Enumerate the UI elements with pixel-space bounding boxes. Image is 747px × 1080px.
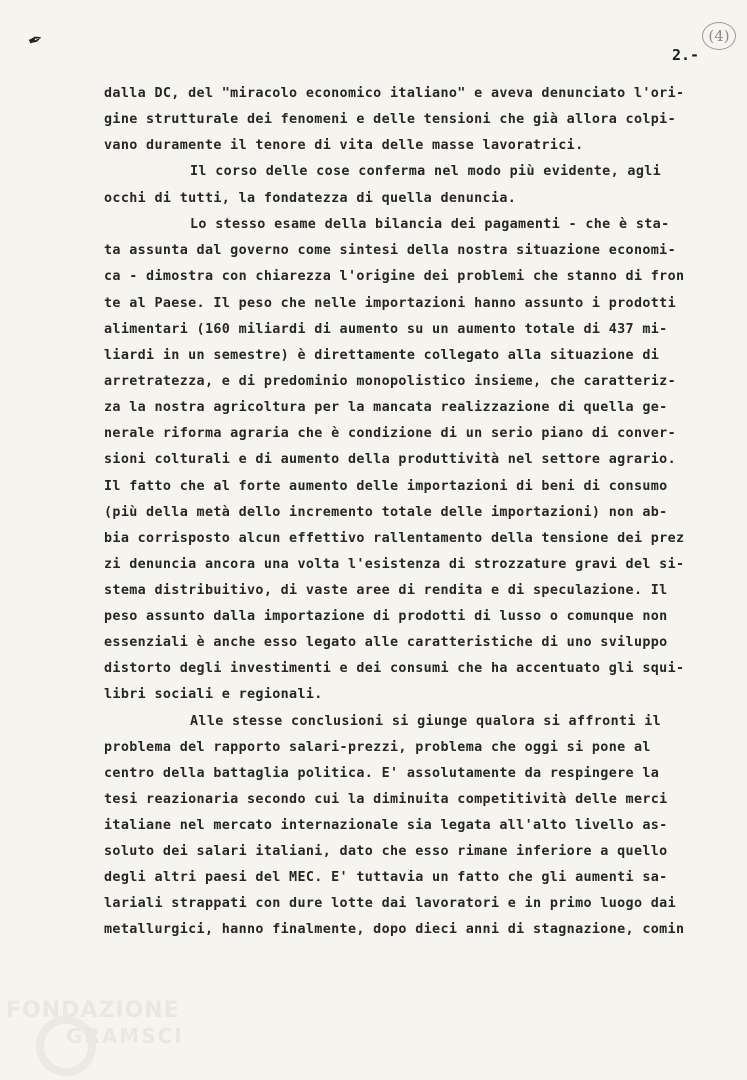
watermark-line2: GRAMSCI [66, 1024, 184, 1048]
text-line: te al Paese. Il peso che nelle importazioni hanno assunto i prodotti [104, 296, 677, 311]
text-line: centro della battaglia politica. E' assolutamente da respingere la [104, 766, 660, 781]
text-line: dalla DC, del "miracolo economico italiano" e aveva denunciato l'ori- [104, 86, 685, 101]
fondazione-gramsci-watermark [6, 998, 186, 1078]
text-line: degli altri paesi del MEC. E' tuttavia un fatto che gli aumenti sa- [104, 870, 668, 885]
text-line: occhi di tutti, la fondatezza di quella denuncia. [104, 191, 517, 206]
text-line: (più della metà dello incremento totale delle importazioni) non ab- [104, 505, 668, 520]
text-line: italiane nel mercato internazionale sia legata all'alto livello as- [104, 818, 668, 833]
text-line: distorto degli investimenti e dei consumi che ha accentuato gli squi- [104, 661, 685, 676]
text-line: tesi reazionaria secondo cui la diminuita competitività delle merci [104, 792, 668, 807]
text-line: Alle stesse conclusioni si giunge qualora si affronti il [190, 714, 662, 729]
text-line: sioni colturali e di aumento della produttività nel settore agrario. [104, 452, 677, 467]
text-line: vano duramente il tenore di vita delle masse lavoratrici. [104, 138, 584, 153]
text-line: libri sociali e regionali. [104, 687, 323, 702]
text-line: arretratezza, e di predominio monopolistico insieme, che caratteriz- [104, 374, 677, 389]
text-line: Il corso delle cose conferma nel modo più evidente, agli [190, 164, 662, 179]
watermark-line1: FONDAZIONE [6, 998, 180, 1023]
text-line: bia corrisposto alcun effettivo rallentamento della tensione dei prez [104, 531, 685, 546]
text-line: liardi in un semestre) è direttamente collegato alla situazione di [104, 348, 660, 363]
text-line: metallurgici, hanno finalmente, dopo dieci anni di stagnazione, comin [104, 922, 685, 937]
text-line: stema distribuitivo, di vaste aree di rendita e di speculazione. Il [104, 583, 668, 598]
margin-mark-icon: ✒ [24, 28, 47, 53]
text-line: Lo stesso esame della bilancia dei pagamenti - che è sta- [190, 217, 670, 232]
text-line: soluto dei salari italiani, dato che esso rimane inferiore a quello [104, 844, 668, 859]
text-line: gine strutturale dei fenomeni e delle tensioni che già allora colpi- [104, 112, 677, 127]
text-line: essenziali è anche esso legato alle caratteristiche di uno sviluppo [104, 635, 668, 650]
text-line: nerale riforma agraria che è condizione di un serio piano di conver- [104, 426, 677, 441]
text-line: ca - dimostra con chiarezza l'origine dei problemi che stanno di fron [104, 269, 685, 284]
handwritten-page-number: (4) [702, 22, 736, 50]
text-line: alimentari (160 miliardi di aumento su un aumento totale di 437 mi- [104, 322, 668, 337]
text-line: ta assunta dal governo come sintesi della nostra situazione economi- [104, 243, 677, 258]
page-number: 2.- [672, 46, 700, 64]
text-line: peso assunto dalla importazione di prodotti di lusso o comunque non [104, 609, 668, 624]
text-line: zi denuncia ancora una volta l'esistenza di strozzature gravi del si- [104, 557, 685, 572]
text-line: Il fatto che al forte aumento delle importazioni di beni di consumo [104, 479, 668, 494]
text-line: za la nostra agricoltura per la mancata realizzazione di quella ge- [104, 400, 668, 415]
text-line: problema del rapporto salari-prezzi, problema che oggi si pone al [104, 740, 651, 755]
text-line: lariali strappati con dure lotte dai lavoratori e in primo luogo dai [104, 896, 677, 911]
